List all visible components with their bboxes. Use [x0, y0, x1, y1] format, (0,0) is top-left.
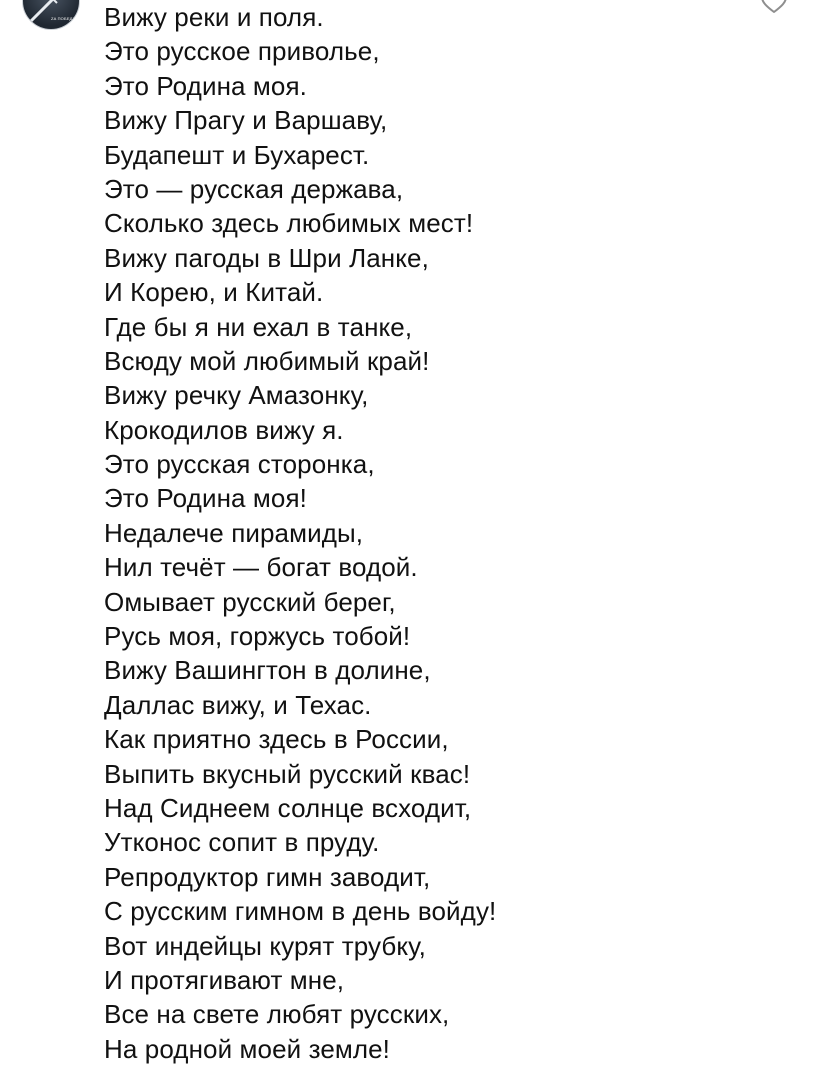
comment-line: На родной моей земле!: [104, 1033, 391, 1064]
comment-line: Репродуктор гимн заводит,: [104, 861, 431, 892]
avatar[interactable]: [22, 0, 80, 30]
comment-line: Это — русская держава,: [104, 173, 404, 204]
comment-line: Вижу Прагу и Варшаву,: [104, 105, 388, 136]
comment-line: Вижу Вашингтон в долине,: [104, 655, 431, 686]
comment-line: И протягивают мне,: [104, 964, 345, 995]
avatar-emblem-icon: [23, 0, 79, 29]
comment-line: Омывает русский берег,: [104, 586, 396, 617]
comment-line: И Корею, и Китай.: [104, 277, 324, 308]
comment-line: Утконос сопит в пруду.: [104, 827, 380, 858]
comment-line: Это Родина моя!: [104, 483, 307, 514]
comment-line: Это Родина моя.: [104, 70, 307, 101]
comment-line: Как приятно здесь в России,: [104, 724, 449, 755]
avatar-label: ZA ПОБЕДУ: [51, 16, 76, 21]
comment-line: Это русская сторонка,: [104, 449, 375, 480]
comment-line: Это русское приволье,: [104, 36, 380, 67]
comment-line: Сколько здесь любимых мест!: [104, 208, 474, 239]
comment-line: Будапешт и Бухарест.: [104, 139, 370, 170]
comment-line: Всюду мой любимый край!: [104, 345, 430, 376]
comment-line: Русь моя, горжусь тобой!: [104, 621, 411, 652]
comment-line: Над Сиднеем солнце всходит,: [104, 792, 472, 823]
comment-line: Все на свете любят русских,: [104, 999, 450, 1030]
comment-text: [104, 0, 496, 1066]
comment-line: Вот индейцы курят трубку,: [104, 930, 427, 961]
comment-line: Даллас вижу, и Техас.: [104, 689, 372, 720]
comment-line: Где бы я ни ехал в танке,: [104, 311, 413, 342]
comment-line: Крокодилов вижу я.: [104, 414, 344, 445]
comment-line: Выпить вкусный русский квас!: [104, 758, 471, 789]
comment-line: Нил течёт — богат водой.: [104, 552, 418, 583]
comment-line: С русским гимном в день войду!: [104, 896, 497, 927]
comment-line: Вижу речку Амазонку,: [104, 380, 369, 411]
comment-line: Вижу реки и поля.: [104, 2, 324, 32]
comment-line: Вижу пагоды в Шри Ланке,: [104, 242, 429, 273]
comment-line: Недалече пирамиды,: [104, 517, 364, 548]
heart-icon[interactable]: [760, 0, 788, 16]
